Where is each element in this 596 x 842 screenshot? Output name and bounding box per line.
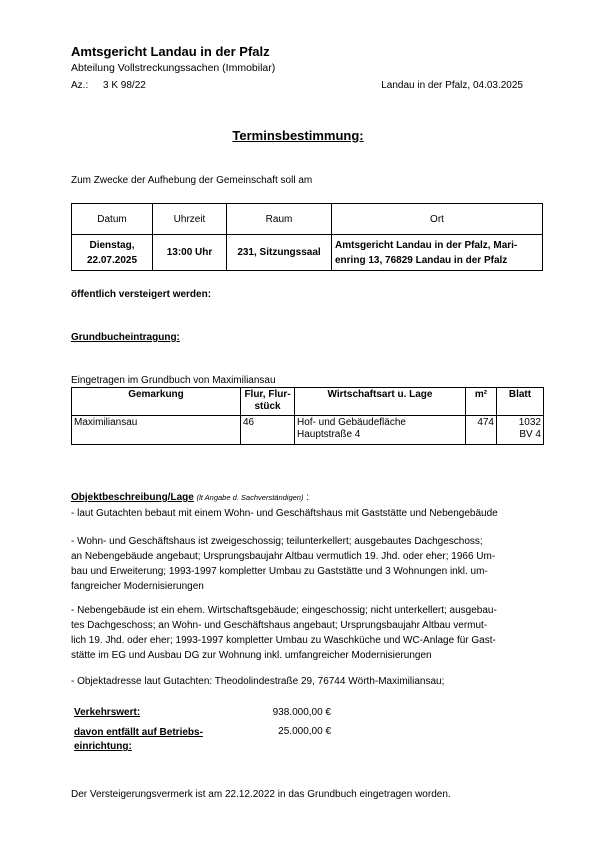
object-heading-note: (lt Angabe d. Sachverständigen)	[196, 493, 304, 502]
header-blatt: Blatt	[497, 388, 544, 416]
land-register-header-row	[72, 388, 544, 416]
appointment-table	[71, 203, 543, 271]
cell-raum: 231, Sitzungssaal	[227, 235, 332, 271]
land-register-intro: Eingetragen im Grundbuch von Maximiliansau	[71, 375, 276, 386]
place-and-date: Landau in der Pfalz, 04.03.2025	[381, 80, 523, 91]
header-raum: Raum	[227, 204, 332, 235]
datum-date: 22.07.2025	[86, 254, 138, 266]
ort-line-2: enring 13, 76829 Landau in der Pfalz	[335, 254, 508, 266]
cell-datum	[72, 235, 153, 271]
object-paragraph-3: - Nebengebäude ist ein ehem. Wirtschaftsgebäude; eingeschossig; nicht unterkellert; ausgebau- tes Dachgeschoss; an Wohn- und Geschäftshaus angebaut; Ursprungsbaujahr Altbau vermut- lich 19. Jhd. oder eher; 1993-1997 kompletter Umbau zu Waschküche und WC-Anlage für Gast- stätte im EG und Ausbau DG zur Wohnung inkl. umfangreicher Modernisierungen	[71, 605, 497, 661]
object-description-heading: Objektbeschreibung/Lage (lt Angabe d. Sachverständigen) :	[71, 492, 310, 503]
cell-blatt: 1032 BV 4	[497, 416, 544, 445]
case-number: 3 K 98/22	[103, 80, 146, 91]
table-row	[72, 416, 544, 445]
land-register-heading: Grundbucheintragung:	[71, 332, 180, 343]
object-paragraph-2: - Wohn- und Geschäftshaus ist zweigeschossig; teilunterkellert; ausgebautes Dachgeschoss; an Nebengebäude angebaut; Ursprungsbaujahr Altbau vermutlich 19. Jhd. oder eher; 1966 Um- bau und Erweiterung; 1993-1997 kompletter Umbau zu Gaststätte und 3 Wohnungen inkl. um- fangreicher Modernisierungen	[71, 536, 496, 592]
market-value: 938.000,00 €	[272, 707, 331, 718]
header-ort: Ort	[332, 204, 543, 235]
header-flur: Flur, Flur- stück	[241, 388, 295, 416]
department-name: Abteilung Vollstreckungssachen (Immobilar)	[71, 62, 276, 74]
equipment-share-value: 25.000,00 €	[278, 726, 331, 737]
court-name: Amtsgericht Landau in der Pfalz	[71, 44, 270, 59]
footer-note: Der Versteigerungsvermerk ist am 22.12.2022 in das Grundbuch eingetragen worden.	[71, 789, 451, 800]
header-gemarkung: Gemarkung	[72, 388, 241, 416]
land-register-table	[71, 387, 544, 445]
cell-ort	[332, 235, 543, 271]
cell-m2: 474	[466, 416, 497, 445]
equipment-share-label: davon entfällt auf Betriebs- einrichtung:	[74, 727, 203, 752]
cell-uhrzeit: 13:00 Uhr	[153, 235, 227, 271]
cell-wirtschaftsart: Hof- und Gebäudefläche Hauptstraße 4	[295, 416, 466, 445]
object-heading-text: Objektbeschreibung/Lage	[71, 492, 194, 503]
header-datum: Datum	[72, 204, 153, 235]
header-wirtschaftsart: Wirtschaftsart u. Lage	[295, 388, 466, 416]
appointment-table-header-row	[72, 204, 543, 235]
object-paragraph-1: - laut Gutachten bebaut mit einem Wohn- und Geschäftshaus mit Gaststätte und Nebengebäude	[71, 508, 498, 519]
case-number-label: Az.:	[71, 80, 89, 91]
cell-gemarkung: Maximiliansau	[72, 416, 241, 445]
header-uhrzeit: Uhrzeit	[153, 204, 227, 235]
ort-line-1: Amtsgericht Landau in der Pfalz, Mari-	[335, 239, 518, 251]
document-title: Terminsbestimmung:	[232, 128, 364, 143]
appointment-table-row	[72, 235, 543, 271]
datum-weekday: Dienstag,	[89, 239, 135, 251]
market-value-label: Verkehrswert:	[74, 707, 141, 718]
auction-statement: öffentlich versteigert werden:	[71, 289, 212, 300]
header-m2: m²	[466, 388, 497, 416]
intro-text: Zum Zwecke der Aufhebung der Gemeinschaft soll am	[71, 175, 313, 186]
cell-flur: 46	[241, 416, 295, 445]
object-paragraph-4: - Objektadresse laut Gutachten: Theodolindestraße 29, 76744 Wörth-Maximiliansau;	[71, 676, 445, 687]
